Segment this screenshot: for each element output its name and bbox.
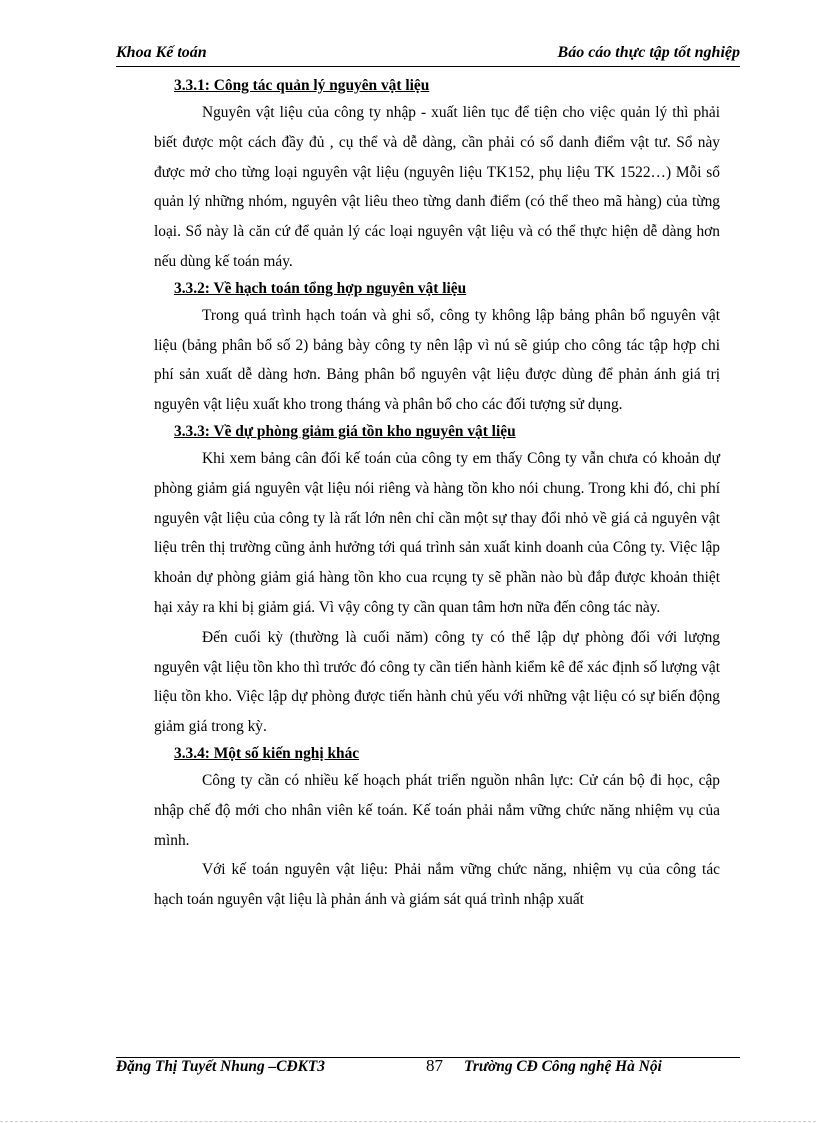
header-divider — [116, 66, 740, 67]
header-report-title: Báo cáo thực tập tốt nghiệp — [557, 44, 740, 61]
section-3-3-2-paragraph: Trong quá trình hạch toán và ghi sổ, công ty không lập bảng phân bổ nguyên vật liệu (bảng phân bổ số 2) bảng bày công ty nên lập vì nú sẽ giúp cho công tác tập hợp chi phí sản xuất dễ dàng hơn. Bảng phân bổ nguyên vật liệu được dùng để phản ánh giá trị nguyên vật liệu xuất kho trong tháng và phân bổ cho các đối tượng sử dụng. — [154, 306, 720, 414]
section-3-3-4-paragraph-1: Công ty cần có nhiều kế hoạch phát triển nguồn nhân lực: Cử cán bộ đi học, cập nhập chế độ mới cho nhân viên kế toán. Kế toán phải nắm vững chức năng nhiệm vụ của mình. — [154, 771, 720, 849]
section-3-3-1-paragraph: Nguyên vật liệu của công ty nhập - xuất liên tục để tiện cho việc quản lý thì phải biết được một cách đầy đủ , cụ thể và dễ dàng, cần phải có sổ danh điểm vật tư. Sổ này được mở cho từng loại nguyên vật liệu (nguyên liệu TK152, phụ liệu TK 1522…) Mỗi sổ quản lý những nhóm, nguyên vật liêu theo từng danh điểm (có thể theo mã hàng) của từng loại. Sổ này là căn cứ để quản lý các loại nguyên vật liệu và có thể thực hiện dễ dàng hơn nếu dùng kế toán máy. — [154, 104, 720, 270]
section-heading-3-3-3: 3.3.3: Về dự phòng giảm giá tồn kho nguyên vật liệu — [174, 422, 516, 440]
section-heading-3-3-4: 3.3.4: Một số kiến nghị khác — [174, 744, 360, 762]
page-header — [116, 44, 740, 68]
page-footer — [116, 1058, 740, 1080]
section-3-3-3-paragraph-1: Khi xem bảng cân đối kế toán của công ty em thấy Công ty vẫn chưa có khoản dự phòng giảm giá nguyên vật liệu nói riêng và hàng tồn kho nói chung. Trong khi đó, chi phí nguyên vật liệu của công ty là rất lớn nên chỉ cần một sự thay đổi nhỏ về giá cả nguyên vật liệu trên thị trường cũng ảnh hưởng tới quá trình sản xuất kinh doanh của Công ty. Việc lập khoản dự phòng giảm giá hàng tồn kho cua rcụng ty sẽ phần nào bù đắp được khoản thiệt hại xảy ra khi bị giảm giá. Vì vậy công ty cần quan tâm hơn nữa đến công tác này. — [154, 449, 720, 616]
footer-author: Đặng Thị Tuyết Nhung –CĐKT3 — [116, 1058, 325, 1075]
page-bottom-edge — [0, 1121, 816, 1122]
section-3-3-4-paragraph-2: Với kế toán nguyên vật liệu: Phải nắm vững chức năng, nhiệm vụ của công tác hạch toán nguyên vật liệu là phản ánh và giám sát quá trình nhập xuất — [154, 861, 720, 909]
section-heading-3-3-2: 3.3.2: Về hạch toán tổng hợp nguyên vật liệu — [174, 279, 467, 297]
page-number: 87 — [426, 1056, 443, 1075]
footer-school: Trường CĐ Công nghệ Hà Nội — [464, 1058, 662, 1075]
document-body — [154, 74, 720, 915]
section-3-3-3-paragraph-2: Đến cuối kỳ (thường là cuối năm) công ty có thể lập dự phòng đối với lượng nguyên vật liệu tồn kho thì trước đó công ty cần tiến hành kiểm kê để xác định số lượng vật liệu tồn kho. Việc lập dự phòng được tiến hành chủ yếu với những vật liệu có sự biến động giảm giá trong kỳ. — [154, 628, 720, 736]
section-heading-3-3-1: 3.3.1: Công tác quản lý nguyên vật liệu — [174, 77, 430, 94]
header-department: Khoa Kế toán — [116, 44, 207, 61]
